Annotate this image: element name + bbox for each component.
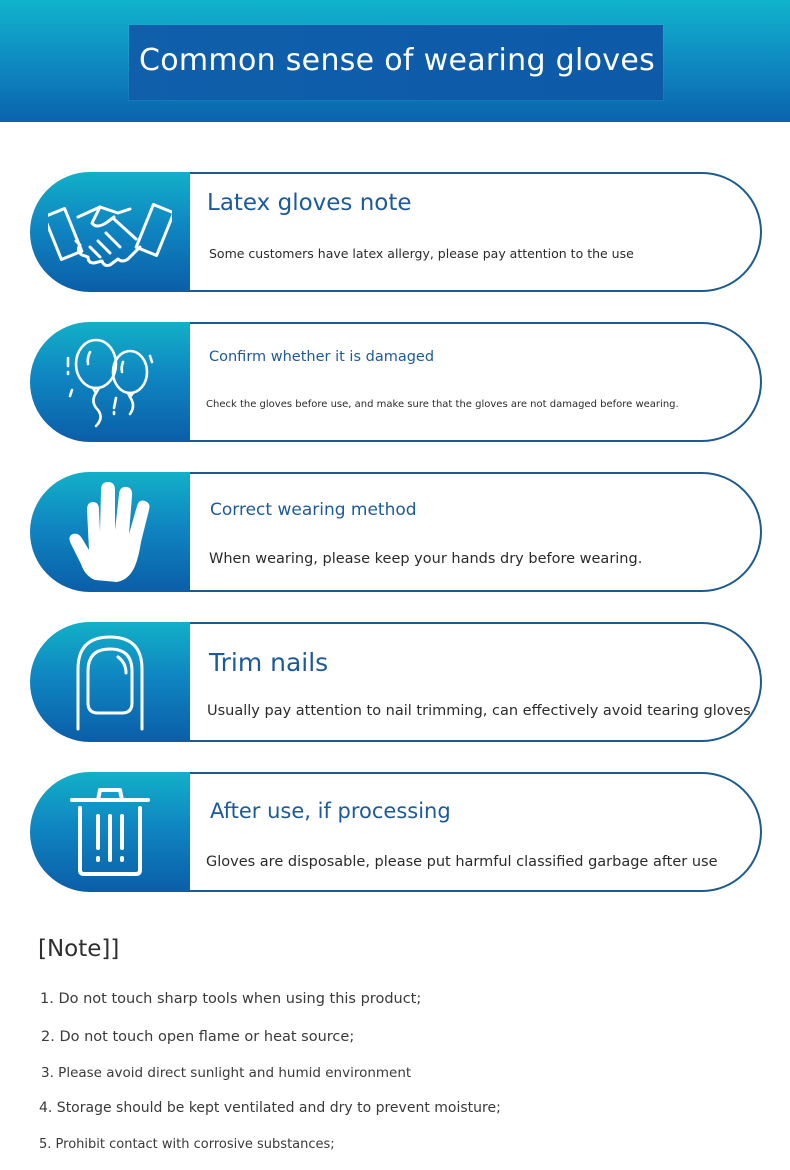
note-item: 5. Prohibit contact with corrosive substances;	[39, 1137, 335, 1152]
note-item: 4. Storage should be kept ventilated and dry to prevent moisture;	[39, 1100, 501, 1116]
card-outline	[150, 772, 762, 892]
note-item: 2. Do not touch open flame or heat source;	[41, 1029, 355, 1045]
card-latex-gloves-note	[30, 172, 760, 292]
card-title: Correct wearing method	[210, 500, 417, 520]
card-description: When wearing, please keep your hands dry before wearing.	[209, 551, 643, 567]
page-title: Common sense of wearing gloves	[139, 43, 656, 78]
card-icon-panel	[30, 472, 190, 592]
note-heading: [Note]]	[38, 936, 120, 962]
card-outline	[150, 322, 762, 442]
card-title: After use, if processing	[210, 799, 451, 823]
note-item: 3. Please avoid direct sunlight and humid environment	[41, 1065, 412, 1081]
card-description: Check the gloves before use, and make sure that the gloves are not damaged before wearing.	[206, 399, 679, 410]
balloons-icon	[60, 332, 160, 432]
card-trim-nails	[30, 622, 760, 742]
note-item: 1. Do not touch sharp tools when using this product;	[40, 991, 422, 1007]
card-title: Latex gloves note	[207, 190, 412, 216]
trash-can-icon	[68, 786, 152, 878]
card-title: Trim nails	[209, 648, 329, 677]
hand-icon	[65, 480, 155, 584]
card-description: Usually pay attention to nail trimming, can effectively avoid tearing gloves	[207, 703, 751, 719]
card-description: Some customers have latex allergy, please pay attention to the use	[209, 246, 634, 261]
header-title-box	[129, 25, 663, 100]
card-after-use	[30, 772, 760, 892]
card-description: Gloves are disposable, please put harmful classified garbage after use	[206, 854, 718, 870]
card-title: Confirm whether it is damaged	[209, 349, 435, 365]
card-outline	[150, 472, 762, 592]
card-icon-panel	[30, 622, 190, 742]
card-correct-wearing	[30, 472, 760, 592]
header-banner	[0, 0, 790, 122]
fingernail-icon	[74, 633, 146, 731]
handshake-icon	[48, 189, 172, 275]
card-outline	[150, 622, 762, 742]
card-icon-panel	[30, 322, 190, 442]
card-confirm-damaged	[30, 322, 760, 442]
card-icon-panel	[30, 172, 190, 292]
card-icon-panel	[30, 772, 190, 892]
